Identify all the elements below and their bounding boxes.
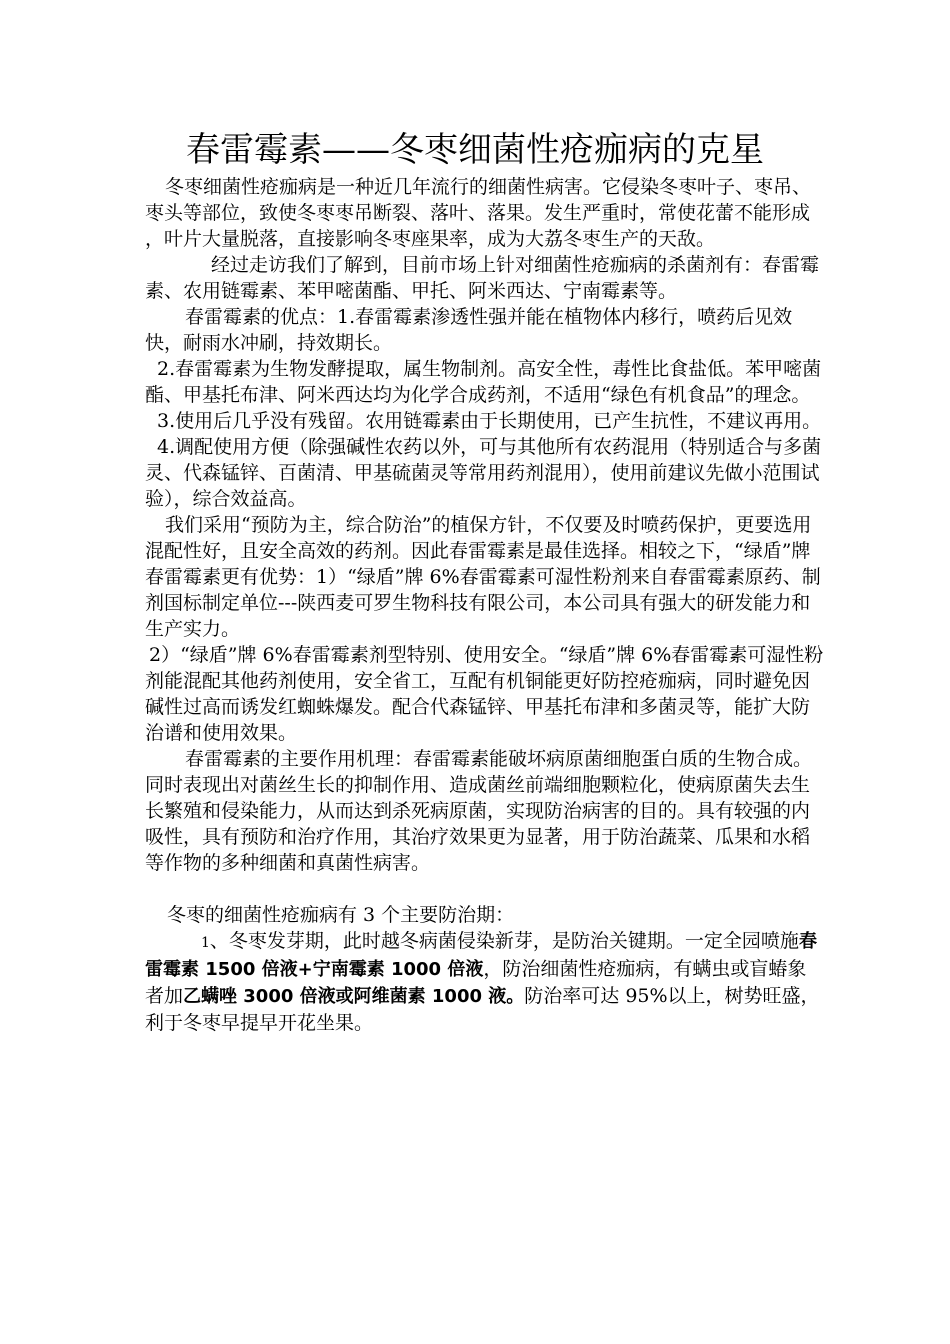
item-text: ，防治细菌性疮痂病，有螨虫或盲蝽象者加 bbox=[145, 958, 807, 1007]
control-period-item-1 bbox=[145, 928, 825, 1036]
paragraph-product-1: 我们采用“预防为主，综合防治”的植保方针，不仅要及时喷药保护，更要选用混配性好，且安全高效的药剂。因此春雷霉素是最佳选择。相较之下，“绿盾”牌春雷霉素更有优势：1）“绿盾”牌 6%春雷霉素可湿性粉剂来自春雷霉素原药、制剂国标制定单位---陕西麦可罗生物科技有限公司，本公司具有强大的研发能力和生产实力。 bbox=[145, 514, 821, 640]
item-text: 、冬枣发芽期，此时越冬病菌侵染新芽，是防治关键期。一定全园喷施 bbox=[209, 930, 799, 952]
paragraph-advantage-2: 2.春雷霉素为生物发酵提取，属生物制剂。高安全性，毒性比食盐低。苯甲嘧菌酯、甲基托布津、阿米西达均为化学合成药剂，不适用“绿色有机食品”的理念。 bbox=[145, 358, 822, 406]
document-title: 春雷霉素——冬枣细菌性疮痂病的克星 bbox=[186, 130, 764, 170]
item-text: 防治率可达 95%以上，树势旺盛，利于冬枣早提早开花坐果。 bbox=[145, 985, 820, 1034]
paragraph-advantage-3: 3.使用后几乎没有残留。农用链霉素由于长期使用，已产生抗性，不建议再用。 bbox=[157, 410, 822, 432]
bold-dosage-1: 春雷霉素 1500 倍液+宁南霉素 1000 倍液 bbox=[145, 931, 817, 980]
document-body bbox=[145, 174, 825, 1036]
paragraph-advantage-4: 4.调配使用方便（除强碱性农药以外，可与其他所有农药混用（特别适合与多菌灵、代森锰锌、百菌清、甲基硫菌灵等常用药剂混用），使用前建议先做小范围试验），综合效益高。 bbox=[145, 436, 822, 510]
paragraph-mechanism: 春雷霉素的主要作用机理：春雷霉素能破坏病原菌细胞蛋白质的生物合成。同时表现出对菌丝生长的抑制作用、造成菌丝前端细胞颗粒化，使病原菌失去生长繁殖和侵染能力，从而达到杀死病原菌，实现防治病害的目的。具有较强的内吸性，具有预防和治疗作用，其治疗效果更为显著，用于防治蔬菜、瓜果和水稻等作物的多种细菌和真菌性病害。 bbox=[145, 748, 813, 874]
paragraph-fungicides: 经过走访我们了解到，目前市场上针对细菌性疮痂病的杀菌剂有：春雷霉素、农用链霉素、苯甲嘧菌酯、甲托、阿米西达、宁南霉素等。 bbox=[145, 254, 820, 302]
item-number: 1 bbox=[201, 935, 210, 951]
bold-dosage-2: 乙螨唑 3000 倍液或阿维菌素 1000 液。 bbox=[183, 986, 525, 1007]
paragraph-product-2: 2）“绿盾”牌 6%春雷霉素剂型特别、使用安全。“绿盾”牌 6%春雷霉素可湿性粉剂能混配其他药剂使用，安全省工，互配有机铜能更好防控疮痂病，同时避免因碱性过高而诱发红蜘蛛爆发。配合代森锰锌、甲基托布津和多菌灵等，能扩大防治谱和使用效果。 bbox=[145, 644, 824, 744]
paragraph-intro: 冬枣细菌性疮痂病是一种近几年流行的细菌性病害。它侵染冬枣叶子、枣吊、枣头等部位，致使冬枣枣吊断裂、落叶、落果。发生严重时，常使花蕾不能形成 ，叶片大量脱落，直接影响冬枣座果率，成为大荔冬枣生产的天敌。 bbox=[145, 176, 812, 250]
paragraph-advantage-1: 春雷霉素的优点：1.春雷霉素渗透性强并能在植物体内移行，喷药后见效快，耐雨水冲刷，持效期长。 bbox=[145, 306, 793, 354]
control-periods-heading: 冬枣的细菌性疮痂病有 3 个主要防治期： bbox=[167, 904, 515, 926]
blank-line bbox=[145, 876, 825, 902]
